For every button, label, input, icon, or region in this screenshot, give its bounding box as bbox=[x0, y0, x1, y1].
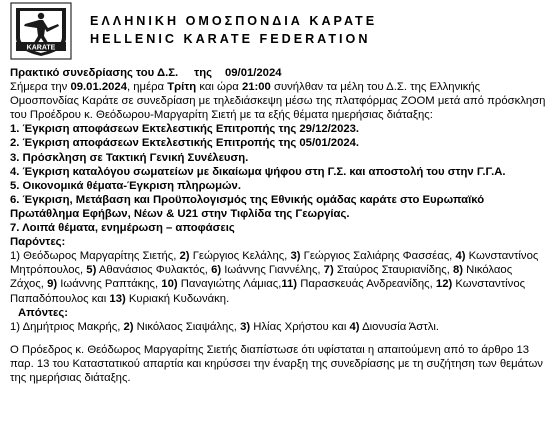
meeting-time: 21:00 bbox=[241, 81, 271, 94]
agenda-item: 6. Έγκριση, Μετάβαση και Προϋπολογισμός της Εθνικής ομάδας καράτε στο Ευρωπαϊκό Πρωτάθλημα Εφήβων, Νέων & U21 στην Τιφλίδα της Γεωργίας. bbox=[10, 193, 485, 220]
agenda-item: 3. Πρόσκληση σε Τακτική Γενική Συνέλευση. bbox=[10, 151, 249, 164]
federation-logo bbox=[10, 2, 72, 60]
logo-text: KARATE bbox=[26, 44, 56, 52]
title-label: Πρακτικό συνεδρίασης του Δ.Σ. bbox=[10, 67, 179, 79]
agenda-item: 7. Λοιπά θέματα, ενημέρωση – αποφάσεις bbox=[10, 222, 235, 235]
agenda-item: 4. Έγκριση καταλόγου σωματείων με δικαίωμα ψήφου στη Γ.Σ. και αποστολή του στην Γ.Γ.Α. bbox=[10, 165, 506, 178]
meeting-day: Τρίτη bbox=[167, 81, 197, 94]
org-name-english: HELLENIC KARATE FEDERATION bbox=[90, 32, 371, 46]
closing-paragraph: Ο Πρόεδρος κ. Θεόδωρος Μαργαρίτης Σιετής διαπίστωσε ότι υφίσταται η απαιτούμενη από το άρθρο 13 παρ. 13 του Καταστατικού απαρτία και κηρύσσει την έναρξη της συνεδρίασης με τη συζήτηση των θεμάτων της ημερήσιας διάταξης. bbox=[10, 343, 543, 384]
present-label: Παρόντες: bbox=[10, 236, 66, 249]
agenda-item: 2. Έγκριση αποφάσεων Εκτελεστικής Επιτροπής της 05/01/2024. bbox=[10, 137, 360, 150]
agenda-list bbox=[10, 122, 546, 235]
letterhead bbox=[10, 0, 540, 64]
minutes-title bbox=[10, 66, 546, 80]
agenda-item: 1. Έγκριση αποφάσεων Εκτελεστικής Επιτροπής της 29/12/2023. bbox=[10, 123, 360, 136]
title-date: 09/01/2024 bbox=[224, 67, 282, 79]
meeting-date: 09.01.2024 bbox=[70, 81, 127, 94]
intro-paragraph: Σήμερα την 09.01.2024, ημέρα Τρίτη και ώρα 21:00 συνήλθαν τα μέλη του Δ.Σ. της Ελληνικής Ομοσπονδίας Καράτε σε συνεδρίαση με τηλεδιάσκεψη μέσω της πλατφόρμας ZOOM μετά από πρόσκληση του Προέδρου κ. Θεόδωρου-Μαργαρίτη Σιετή με τα εξής θέματα ημερήσιας διάταξης: bbox=[10, 81, 546, 122]
org-name-greek: ΕΛΛΗΝΙΚΗ ΟΜΟΣΠΟΝΔΙΑ ΚΑΡΑΤΕ bbox=[90, 14, 378, 28]
title-of: της bbox=[194, 67, 212, 79]
present-list: 1) Θεόδωρος Μαργαρίτης Σιετής, 2) Γεώργιος Κελάλης, 3) Γεώργιος Σαλιάρης Φασσέας, 4) Κωνσταντίνος Μητρόπουλος, 5) Αθανάσιος Φυλακτός, 6) Ιωάννης Γιαννέλης, 7) Σταύρος Σταυριανίδης, 8) Νικόλαος Ζάχος, 9) Ιωάννης Ραπτάκης, 10) Παναγιώτης Λάμιας,11) Παρασκευάς Ανδρεανίδης, 12) Κωνσταντίνος Παπαδόπουλος και 13) Κυριακή Κυδωνάκη. bbox=[10, 250, 539, 305]
agenda-item: 5. Οικονομικά θέματα-Έγκριση πληρωμών. bbox=[10, 179, 241, 192]
absent-label: Απόντες: bbox=[18, 306, 69, 319]
minutes-document bbox=[10, 66, 546, 385]
absent-list: 1) Δημήτριος Μακρής, 2) Νικόλαος Σιαψάλης, 3) Ηλίας Χρήστου και 4) Διονυσία Άστλι. bbox=[10, 320, 440, 333]
